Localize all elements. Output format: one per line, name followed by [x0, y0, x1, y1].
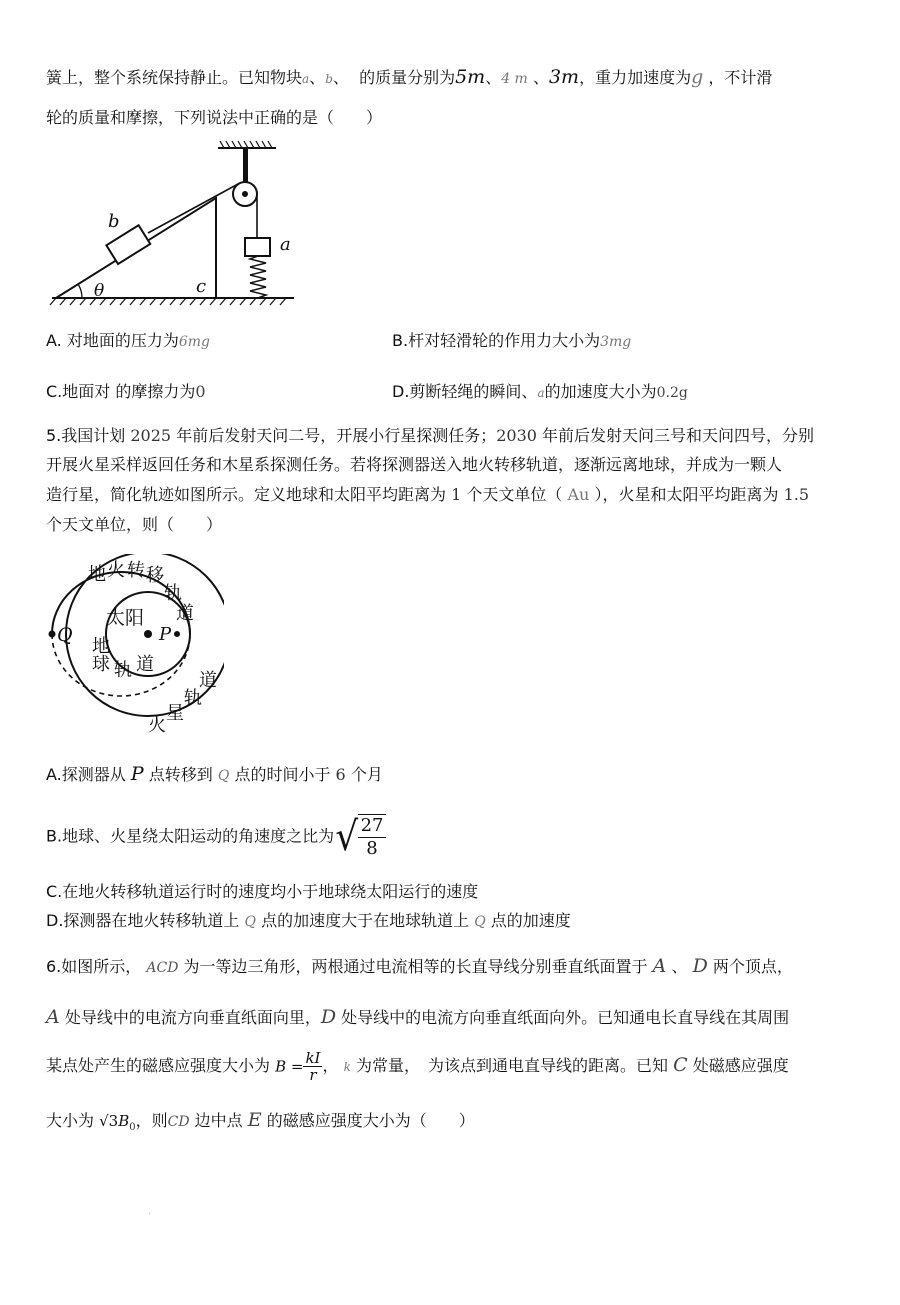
label-transfer-0: 地	[88, 564, 106, 585]
q6-line-3: 某点处产生的磁感应强度大小为 B = $\frac{kI}{r}$ ， k 为常量， 为该点到通电直导线的距离。已知 C 处磁感应强度	[46, 1049, 789, 1084]
label-theta: θ	[94, 281, 105, 301]
formula-fraction: $\frac{kI}{r}$	[305, 1049, 321, 1084]
label-transfer-4: 轨	[164, 583, 182, 604]
q5-line-1: 5.我国计划 2025 年前后发射天问二号，开展小行星探测任务；2030 年前后发射天问三号和天问四号，分别	[46, 426, 815, 445]
label-P: P	[159, 624, 172, 645]
label-mars-3: 道	[199, 670, 217, 691]
q5-line-4: 个天文单位，则（ ）	[46, 515, 223, 534]
q4-line-2: 轮的质量和摩擦，下列说法中正确的是（ ）	[46, 108, 383, 127]
q5-line-2: 开展火星采样返回任务和木星系探测任务。若将探测器送入地火转移轨道，逐渐远离地球，并成为一颗人	[46, 455, 783, 474]
sqrt-fraction: √ 27 8	[334, 814, 386, 860]
label-mars-1: 星	[166, 703, 184, 724]
label-a: a	[280, 234, 291, 255]
orbit-figure	[44, 554, 224, 738]
q5-option-b[interactable]: B.地球、火星绕太阳运动的角速度之比为 √ 27 8	[46, 814, 386, 860]
label-transfer-3: 移	[146, 565, 164, 586]
q6-line-1: 6.如图所示， ACD 为一等边三角形，两根通过电流相等的长直导线分别垂直纸面置于 A 、 D 两个顶点，	[46, 955, 793, 977]
q4-line-1: 簧上，整个系统保持静止。已知物块a、b、 的质量分别为5m、4 m 、3m，重力加速度为g ，不计滑	[46, 66, 773, 88]
q4-option-b[interactable]: B.杆对轻滑轮的作用力大小为3mg	[392, 331, 632, 350]
q5-option-c[interactable]: C.在地火转移轨道运行时的速度均小于地球绕太阳运行的速度	[46, 882, 479, 901]
label-earth-3: 道	[136, 654, 154, 675]
footer-dot: .	[148, 1206, 152, 1217]
q5-option-d[interactable]: D.探测器在地火转移轨道上 Q 点的加速度大于在地球轨道上 Q 点的加速度	[46, 911, 571, 930]
label-b: b	[108, 211, 120, 232]
q4-option-d[interactable]: D.剪断轻绳的瞬间、a的加速度大小为0.2g	[392, 382, 688, 401]
label-earth-0: 地	[92, 636, 110, 657]
label-mars-2: 轨	[184, 688, 202, 709]
q5-option-a[interactable]: A.探测器从 P 点转移到 Q 点的时间小于 6 个月	[46, 763, 383, 785]
label-earth-1: 球	[92, 654, 110, 675]
q4-option-a[interactable]: A. 对地面的压力为6mg	[46, 331, 210, 350]
label-transfer-2: 转	[127, 560, 145, 581]
q5-line-3: 造行星，简化轨迹如图所示。定义地球和太阳平均距离为 1 个天文单位（ Au ），火星和太阳平均距离为 1.5	[46, 485, 810, 504]
q4-option-c[interactable]: C.地面对 的摩擦力为0	[46, 382, 206, 401]
label-transfer-1: 火	[107, 560, 125, 581]
label-earth-2: 轨	[114, 660, 132, 681]
q6-line-4: 大小为 $√3B_0$，则CD 边中点 E 的磁感应强度大小为（ ）	[46, 1109, 475, 1134]
label-transfer-5: 道	[176, 603, 194, 624]
label-Q: Q	[57, 624, 73, 646]
incline-pulley-figure	[48, 138, 298, 310]
q6-line-2: A 处导线中的电流方向垂直纸面向里，D 处导线中的电流方向垂直纸面向外。已知通电长直导线在其周围	[46, 1006, 790, 1028]
label-c: c	[196, 276, 207, 297]
label-sun: 太阳	[106, 607, 145, 629]
label-mars-0: 火	[148, 715, 166, 736]
